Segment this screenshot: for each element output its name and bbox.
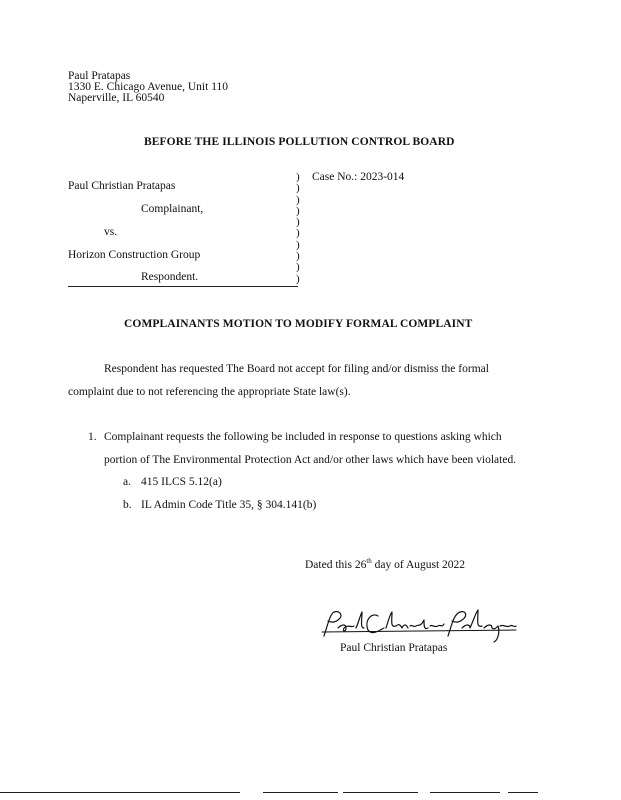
motion-title: COMPLAINANTS MOTION TO MODIFY FORMAL COMPLAINT bbox=[124, 318, 473, 330]
board-heading: BEFORE THE ILLINOIS POLLUTION CONTROL BOARD bbox=[144, 136, 455, 148]
item-1-line-2: portion of The Environmental Protection Act and/or other laws which have been violated. bbox=[104, 454, 517, 466]
dated-suffix: day of August 2022 bbox=[371, 558, 466, 571]
sub-item-b-text: IL Admin Code Title 35, § 304.141(b) bbox=[141, 499, 317, 511]
intro-line-1: Respondent has requested The Board not accept for filing and/or dismiss the formal bbox=[104, 363, 489, 375]
item-1-line-1: Complainant requests the following be included in response to questions asking which bbox=[104, 431, 502, 443]
dated-ordinal: th bbox=[366, 557, 372, 565]
sender-street: 1330 E. Chicago Avenue, Unit 110 bbox=[68, 81, 229, 93]
dated-prefix: Dated this 26 bbox=[305, 558, 367, 571]
sender-address bbox=[68, 71, 228, 104]
item-1-number: 1. bbox=[88, 431, 97, 443]
sub-item-a-text: 415 ILCS 5.12(a) bbox=[141, 476, 222, 488]
case-number: Case No.: 2023-014 bbox=[312, 171, 405, 183]
sub-item-a-letter: a. bbox=[123, 476, 131, 488]
signature-script-text: Paul Christian Pratapas bbox=[316, 606, 326, 607]
printed-name: Paul Christian Pratapas bbox=[340, 642, 448, 654]
complainant-name: Paul Christian Pratapas bbox=[68, 180, 176, 192]
intro-line-2: complaint due to not referencing the appropriate State law(s). bbox=[68, 386, 351, 398]
sender-name: Paul Pratapas bbox=[68, 70, 131, 82]
footer-line-5 bbox=[508, 792, 538, 793]
dated-line bbox=[305, 558, 465, 571]
respondent-name: Horizon Construction Group bbox=[68, 249, 201, 261]
sender-city: Naperville, IL 60540 bbox=[68, 92, 165, 104]
sub-item-b-letter: b. bbox=[123, 499, 132, 511]
respondent-role: Respondent. bbox=[141, 271, 199, 283]
footer-line-1 bbox=[0, 792, 240, 793]
signature-scribble bbox=[316, 606, 526, 646]
complainant-role: Complainant, bbox=[141, 203, 204, 215]
caption-bracket: ) ) ) ) ) ) ) ) ) ) bbox=[296, 171, 300, 285]
footer-line-4 bbox=[430, 792, 500, 793]
footer-line-3 bbox=[343, 792, 418, 793]
versus-label: vs. bbox=[104, 226, 118, 238]
footer-line-2 bbox=[263, 792, 338, 793]
caption-underline bbox=[68, 286, 298, 287]
